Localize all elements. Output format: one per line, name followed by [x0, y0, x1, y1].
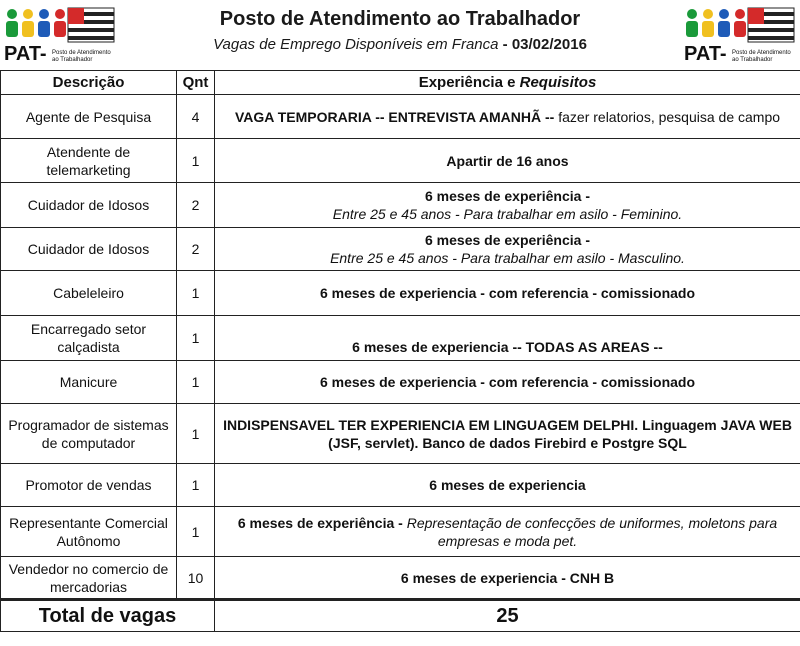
table-row [1, 95, 800, 139]
total-label: Total de vagas [1, 600, 215, 632]
logo-text: PAT- [684, 43, 727, 65]
table-row [1, 507, 800, 557]
row-qnt: 1 [177, 361, 215, 404]
header-descricao: Descrição [1, 71, 177, 95]
req-bold: INDISPENSAVEL TER EXPERIENCIA EM LINGUAGEM DELPHI. Linguagem JAVA WEB (JSF, servlet). Banco de dados Firebird e Postgre SQL [223, 416, 792, 451]
row-requirements [215, 183, 800, 228]
req-italic: Entre 25 e 45 anos - Para trabalhar em asilo - Masculino. [330, 250, 685, 266]
table-row [1, 361, 800, 404]
row-requirements [215, 557, 800, 600]
logo-small-line1: Posto de Atendimento [732, 50, 791, 56]
table-row [1, 404, 800, 464]
page-header [0, 0, 800, 70]
table-row [1, 271, 800, 316]
total-row [1, 600, 800, 632]
table-row [1, 139, 800, 183]
row-desc: Programador de sistemas de computador [1, 404, 177, 464]
row-qnt: 1 [177, 404, 215, 464]
row-desc: Representante Comercial Autônomo [1, 507, 177, 557]
pat-logo-right [682, 4, 796, 68]
req-bold: 6 meses de experiência - [425, 232, 590, 248]
row-qnt: 2 [177, 183, 215, 228]
row-requirements [215, 228, 800, 271]
table-row [1, 316, 800, 361]
header-qnt: Qnt [177, 71, 215, 95]
row-qnt: 1 [177, 316, 215, 361]
req-bold: 6 meses de experiencia - com referencia - comissionado [319, 374, 696, 390]
row-requirements [215, 271, 800, 316]
table-row [1, 464, 800, 507]
header-req-part1: Experiência e [418, 73, 520, 91]
row-desc: Atendente de telemarketing [1, 139, 177, 183]
row-qnt: 10 [177, 557, 215, 600]
logo-small-line1: Posto de Atendimento [52, 50, 111, 56]
req-italic: Entre 25 e 45 anos - Para trabalhar em asilo - Feminino. [332, 206, 683, 222]
table-row [1, 557, 800, 600]
logo-small-line2: ao Trabalhador [52, 57, 93, 63]
table-row [1, 183, 800, 228]
req-bold: 6 meses de experiência - [425, 188, 590, 204]
row-desc: Cuidador de Idosos [1, 228, 177, 271]
req-bold: 6 meses de experiencia - com referencia - comissionado [319, 285, 696, 301]
row-requirements [215, 404, 800, 464]
page-subtitle [120, 36, 680, 53]
row-desc: Manicure [1, 361, 177, 404]
row-qnt: 4 [177, 95, 215, 139]
flag-stripes-icon [68, 8, 114, 42]
row-desc: Encarregado setor calçadista [1, 316, 177, 361]
row-qnt: 1 [177, 507, 215, 557]
subtitle-label: Vagas de Emprego Disponíveis em Franca [213, 36, 499, 53]
row-requirements [215, 95, 800, 139]
logo-small-line2: ao Trabalhador [732, 57, 773, 63]
header-requisitos [215, 71, 800, 95]
table-header-row [1, 71, 800, 95]
req-bold: VAGA TEMPORARIA -- ENTREVISTA AMANHÃ -- [234, 108, 555, 125]
pat-logo-left [2, 4, 116, 68]
row-desc: Cabeleleiro [1, 271, 177, 316]
row-desc: Agente de Pesquisa [1, 95, 177, 139]
row-requirements [215, 316, 800, 361]
row-qnt: 2 [177, 228, 215, 271]
req-italic: Representação de confecções de uniformes, moletons para empresas e moda pet. [402, 514, 778, 549]
req-bold: Apartir de 16 anos [446, 152, 569, 169]
pat-people-icon [686, 9, 746, 37]
req-bold: 6 meses de experiencia -- TODAS AS AREAS -- [352, 339, 663, 355]
page-title: Posto de Atendimento ao Trabalhador [219, 8, 581, 30]
pat-people-icon [6, 9, 66, 37]
header-req-part2: Requisitos [519, 73, 597, 91]
flag-stripes-icon [748, 8, 794, 42]
row-desc: Vendedor no comercio de mercadorias [1, 557, 177, 600]
table-row [1, 228, 800, 271]
row-qnt: 1 [177, 271, 215, 316]
row-desc: Promotor de vendas [1, 464, 177, 507]
vacancies-table [0, 70, 800, 632]
req-bold: 6 meses de experiencia [429, 477, 586, 493]
row-qnt: 1 [177, 464, 215, 507]
subtitle-date: - 03/02/2016 [502, 36, 587, 53]
total-value: 25 [215, 600, 800, 632]
req-normal: fazer relatorios, pesquisa de campo [554, 108, 781, 125]
row-requirements [215, 139, 800, 183]
req-bold: 6 meses de experiência - [237, 514, 403, 531]
req-bold: 6 meses de experiencia - CNH B [400, 569, 615, 586]
row-requirements [215, 464, 800, 507]
row-requirements [215, 361, 800, 404]
logo-text: PAT- [4, 43, 47, 65]
row-desc: Cuidador de Idosos [1, 183, 177, 228]
row-requirements [215, 507, 800, 557]
row-qnt: 1 [177, 139, 215, 183]
